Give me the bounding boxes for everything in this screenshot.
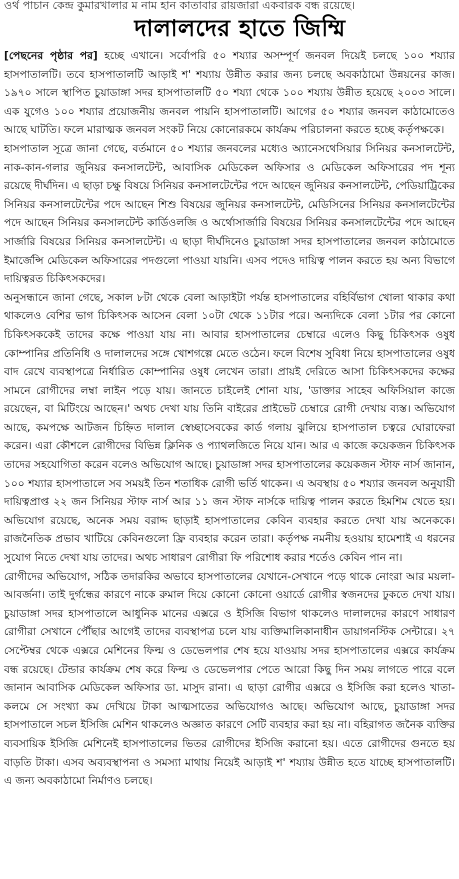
article-headline: দালালদের হাতে জিম্মি: [134, 15, 346, 42]
article-body: [4, 47, 455, 879]
article-paragraph: হাসপাতাল সূত্রে জানা গেছে, বর্তমানে ৫০ শয্যার জনবলের মধ্যেও অ্যানেসথেসিয়ার সিনিয়র কনসালটেন্ট, নাক-কান-গলার জুনিয়র কনসালটেন্ট, আবাসিক মেডিকেল অফিসার ও মেডিকেল অফিসারের পদ শূন্য রয়েছে দীর্ঘদিন। এ ছাড়া চক্ষু বিষয়ে সিনিয়র কনসালটেন্টের পদে আছেন জুনিয়র কনসালটেন্ট, পেডিয়াট্রিকের সিনিয়র কনসালটেন্টের পদে আছেন শিশু বিষয়ের জুনিয়র কনসালটেন্ট, মেডিসিনের সিনিয়র কনসালটেন্টের পদে আছেন সিনিয়র কনসালটেন্ট কার্ডিওলজি ও অর্থোসার্জারি বিষয়ের সিনিয়র কনসালটেন্টের পদে আছেন সার্জারি বিষয়ের সিনিয়র কনসালটেন্ট। এ ছাড়া দীর্ঘদিনেও চুয়াডাঙ্গা সদর হাসপাতালের জনবল কাঠামোতে ইমার্জেন্সি মেডিকেল অফিসারের পদগুলো পাওয়া যায়নি। এসব পদেও দায়িত্ব পালন করতে হয় অন্য বিভাগে দায়িত্বরত চিকিৎসকদের।: [4, 142, 455, 286]
continuation-label: [পেছনের পৃষ্ঠার পর]: [4, 50, 98, 62]
previous-article-fragment: ওর্থ পাচান কেন্দ্র কুমারখালার ম নাম হান কাতাবার রায়জারা একবারক বন্ধ রয়েছে।: [4, 0, 356, 12]
paragraph-text: হচ্ছে এখানে। সর্বোপরি ৫০ শয্যার অসম্পূর্ণ জনবল দিয়েই চলছে ১০০ শয্যার হাসপাতালটি। তবে হাসপাতালটি আড়াই শ' শয্যায় উন্নীত করার জন্য চলছে অবকাঠামো উন্নয়নের কাজ। ১৯৭০ সালে স্থাপিত চুয়াডাঙ্গা সদর হাসপাতালটি ৫০ শয্যা থেকে ১০০ শয্যায় উন্নীত হয়েছে ২০০৩ সালে। এক যুগেও ১০০ শয্যার প্রয়োজনীয় জনবল পায়নি হাসপাতালটি। আগের ৫০ শয্যার জনবল কাঠামোতেও আছে ঘাটতি। ফলে মারাত্মক জনবল সংকট নিয়ে কোনোরকমে কার্যক্রম পরিচালনা করতে হচ্ছে কর্তৃপক্ষকে।: [4, 50, 455, 137]
article-paragraph: [4, 47, 455, 140]
article-paragraph: রোগীদের অভিযোগ, সঠিক তদারকির অভাবে হাসপাতালের যেখানে-সেখানে পড়ে থাকে নোংরা আর ময়লা-আবর্জনা। তাই দুর্গন্ধের কারণে নাকে রুমাল দিয়ে কোনো কোনো ওয়ার্ডে রোগীর স্বজনদের ঢুকতে দেখা যায়। চুয়াডাঙ্গা সদর হাসপাতালে আধুনিক মানের এক্সরে ও ইসিজি বিভাগ থাকলেও দালালদের কারণে সাধারণ রোগীরা সেখানে পৌঁছার আগেই তাদের ব্যবস্থাপত্র চলে যায় ব্যক্তিমালিকানাধীন ডায়াগনস্টিক সেন্টারে। ২৭ সেপ্টেম্বর থেকে এক্সরে মেশিনের ফিল্ম ও ডেভেলপার শেষ হয়ে যাওয়ায় সদর হাসপাতালের এক্সরে কার্যক্রম বন্ধ রয়েছে। টেন্ডার কার্যক্রম শেষ করে ফিল্ম ও ডেভেলপার পেতে আরো কিছু দিন সময় লাগতে পারে বলে জানান আবাসিক মেডিকেল অফিসার ডা. মাসুদ রানা। এ ছাড়া রোগীর এক্সরে ও ইসিজি করা হলেও খাতা-কলমে সে সংখ্যা কম দেখিয়ে টাকা আত্মসাতের অভিযোগও আছে। অভিযোগ আছে, চুয়াডাঙ্গা সদর হাসপাতালে সচল ইসিজি মেশিন থাকলেও অজ্ঞাত কারণে সেটি ব্যবহার করা হয় না। বহিরাগত জনৈক ব্যক্তির ব্যবসায়িক ইসিজি মেশিনেই হাসপাতালের ভিতর রোগীদের ইসিজি করানো হয়। এতে রোগীদের গুনতে হয় বাড়তি টাকা। এসব অব্যবস্থাপনা ও সমস্যা মাথায় নিয়েই আড়াই শ' শয্যায় উন্নীত হতে যাচ্ছে হাসপাতালটি। এ জন্য অবকাঠামো নির্মাণও চলছে।: [4, 570, 455, 788]
article-paragraph: অনুসন্ধানে জানা গেছে, সকাল ৮টা থেকে বেলা আড়াইটা পর্যন্ত হাসপাতালের বহির্বিভাগ খোলা থাকার কথা থাকলেও বেশির ভাগ চিকিৎসক আসেন বেলা ১০টা থেকে ১১টার পরে। অন্যদিকে বেলা ১টার পর কোনো চিকিৎসককেই তাদের কক্ষে পাওয়া যায় না। আবার হাসপাতালের চেম্বারে এলেও কিছু চিকিৎসক ওষুধ কোম্পানির প্রতিনিধি ও দালালদের সঙ্গে খোশগল্পে মেতে ওঠেন। ফলে বিশেষ সুবিধা নিয়ে হাসপাতালের ওষুধ বাদ রেখে ব্যবস্থাপত্রে নির্ধারিত কোম্পানির ওষুধ লেখেন তারা। প্রায়ই দেরিতে আসা চিকিৎসকদের কক্ষের সামনে রোগীদের লম্বা লাইন পড়ে যায়। জানতে চাইলেই শোনা যায়, 'ডাক্তার সাহেব অফিসিয়াল কাজে রয়েছেন, বা মিটিংয়ে আছেন।' অথচ দেখা যায় তিনি বাইরের প্রাইভেট চেম্বারে রোগী দেখায় ব্যস্ত। অভিযোগ আছে, কমপক্ষে আটজন চিহ্নিত দালাল স্বেচ্ছাসেবকের কার্ড গলায় ঝুলিয়ে হাসপাতাল চত্বরে ঘোরাফেরা করেন। এরা কৌশলে রোগীদের বিভিন্ন ক্লিনিক ও প্যাথলজিতে নিয়ে যান। আর এ কাজে কয়েকজন চিকিৎসক তাদের সহযোগিতা করেন বলেও অভিযোগ আছে। চুয়াডাঙ্গা সদর হাসপাতালের কয়েকজন স্টাফ নার্স জানান, ১০০ শয্যার হাসপাতালে সব সময়ই তিন শতাধিক রোগী ভর্তি থাকেন। এ অবস্থায় ৫০ শয্যার জনবল অনুযায়ী দায়িত্বপ্রাপ্ত ২২ জন সিনিয়র স্টাফ নার্স আর ১১ জন স্টাফ নার্সকে দায়িত্ব পালন করতে হিমশিম খেতে হয়। অভিযোগ রয়েছে, অনেক সময় বরাদ্দ ছাড়াই হাসপাতালের কেবিন ব্যবহার করতে দেখা যায় অনেককে। রাজনৈতিক প্রভাব খাটিয়ে কেবিনগুলো ফ্রি ব্যবহার করেন তারা। কর্তৃপক্ষ নমনীয় হওয়ায় হামেশাই এ ধরনের সুযোগ নিতে দেখা যায় তাদের। অথচ সাধারণ রোগীরা ফি পরিশোধ করার শর্তেও কেবিন পান না।: [4, 291, 455, 565]
